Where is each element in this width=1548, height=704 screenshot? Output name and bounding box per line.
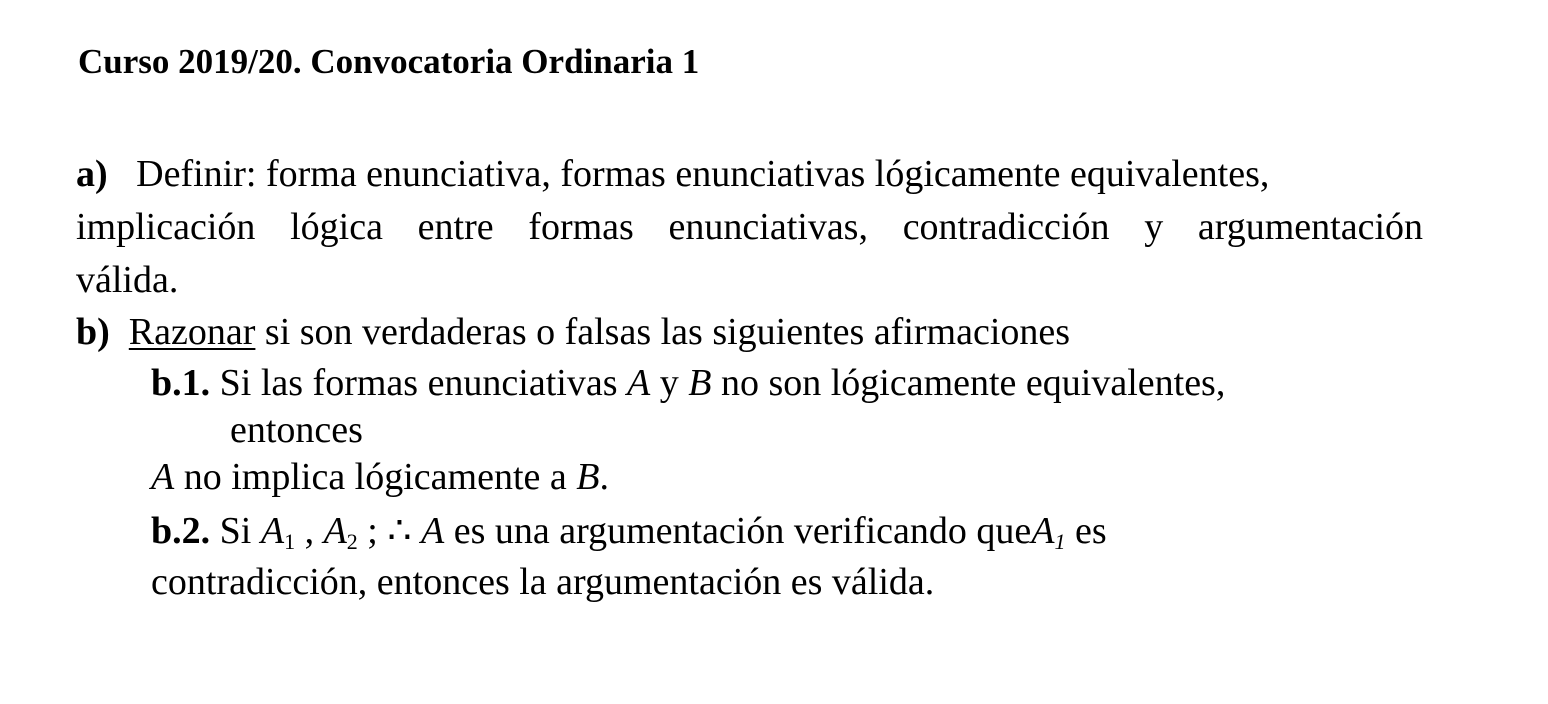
part-a-line2-word: formas <box>528 206 634 248</box>
b2-symbol-a1-again: A <box>1031 510 1055 552</box>
part-a-text: Definir: forma enunciativa, formas enunciativas lógicamente equivalentes, <box>136 153 1270 195</box>
b1-text-1: Si las formas enunciativas <box>210 362 627 404</box>
part-b-text: si son verdaderas o falsas las siguientes afirmaciones <box>255 311 1071 353</box>
part-a-line2-word: y <box>1144 206 1164 248</box>
b1-line3-symbol-a: A <box>151 456 175 498</box>
b1-line-3 <box>151 458 609 496</box>
b2-text-mid: es una argumentación verificando que <box>444 510 1032 552</box>
b2-therefore: ; ∴ <box>357 510 422 552</box>
b1-line3-symbol-b: B <box>576 456 600 498</box>
b2-subscript-1-again: 1 <box>1054 529 1066 554</box>
b2-line-1 <box>151 512 1107 553</box>
b1-symbol-a: A <box>627 362 651 404</box>
part-b-verb: Razonar <box>128 311 256 353</box>
b2-subscript-1: 1 <box>284 529 296 554</box>
part-a-line-2 <box>76 208 1423 246</box>
b2-label: b.2. <box>151 510 211 552</box>
part-a-line2-word: lógica <box>290 206 383 248</box>
b2-symbol-a: A <box>421 510 445 552</box>
b1-text-3: no son lógicamente equivalentes, <box>711 362 1226 404</box>
part-a-line-3: válida. <box>76 259 179 301</box>
part-a-line2-word: enunciativas, <box>668 206 868 248</box>
b1-text-2: y <box>650 362 689 404</box>
b2-text-si: Si <box>210 510 261 552</box>
part-a-label: a) <box>76 153 108 195</box>
part-a-line2-word: argumentación <box>1197 206 1423 248</box>
b2-line-2: contradicción, entonces la argumentación es válida. <box>151 561 935 603</box>
b2-text-end: es <box>1065 510 1107 552</box>
b1-symbol-b: B <box>688 362 712 404</box>
b1-line3-period: . <box>599 456 609 498</box>
part-b-heading <box>76 313 1070 351</box>
part-a-line2-word: entre <box>417 206 494 248</box>
b1-label: b.1. <box>151 362 211 404</box>
page-title: Curso 2019/20. Convocatoria Ordinaria 1 <box>78 42 700 81</box>
b2-symbol-a2: A <box>323 510 347 552</box>
b2-subscript-2: 2 <box>346 529 358 554</box>
part-b-label: b) <box>76 311 110 353</box>
b2-comma: , <box>295 510 324 552</box>
b2-symbol-a1: A <box>260 510 285 552</box>
part-a-line2-word: implicación <box>76 206 256 248</box>
part-a-line-1 <box>76 155 1269 193</box>
b1-line-1 <box>151 364 1225 402</box>
part-a-line2-word: contradicción <box>902 206 1110 248</box>
b1-line3-text: no implica lógicamente a <box>174 456 577 498</box>
b1-line-2: entonces <box>230 409 363 451</box>
